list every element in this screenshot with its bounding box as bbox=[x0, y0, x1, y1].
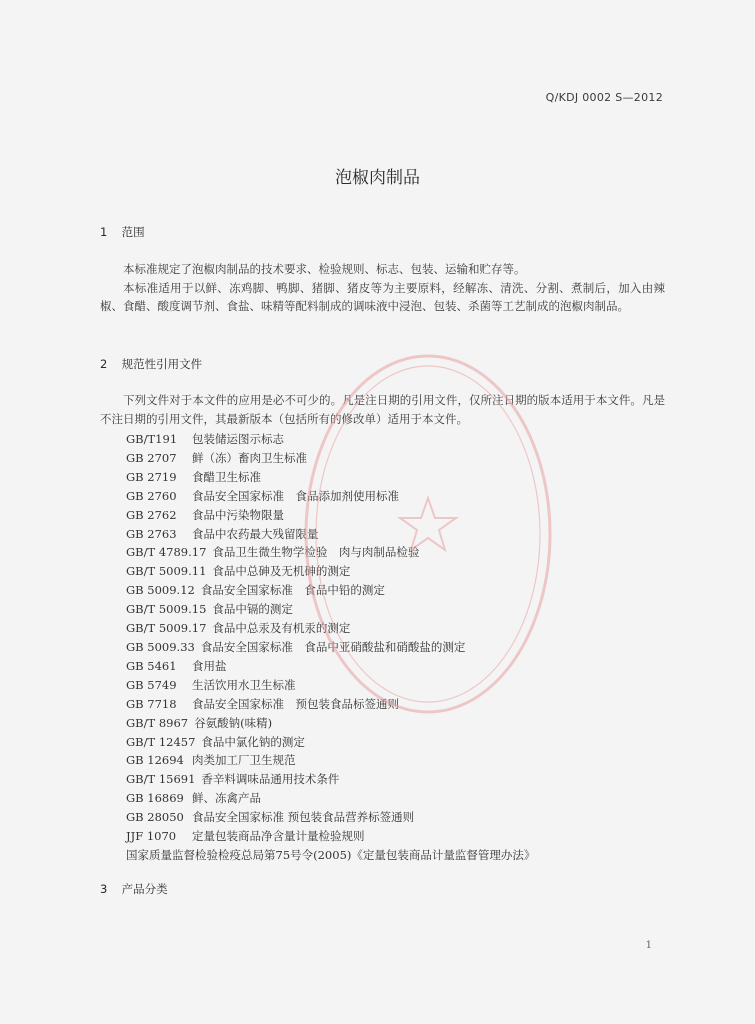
reference-item bbox=[126, 733, 535, 752]
reference-title: 食品中农药最大残留限量 bbox=[192, 526, 319, 541]
section-number: 2 bbox=[100, 357, 108, 371]
reference-item bbox=[126, 676, 535, 695]
reference-item bbox=[126, 827, 535, 846]
reference-title: 食醋卫生标准 bbox=[192, 469, 261, 484]
reference-item bbox=[126, 449, 535, 468]
reference-item bbox=[126, 525, 535, 544]
paragraph: 本标准规定了泡椒肉制品的技术要求、检验规则、标志、包装、运输和贮存等。 bbox=[123, 262, 526, 276]
reference-item bbox=[126, 600, 535, 619]
reference-item bbox=[126, 487, 535, 506]
reference-title: 国家质量监督检验检疫总局第75号令(2005)《定量包装商品计量监督管理办法》 bbox=[126, 847, 536, 862]
reference-item bbox=[126, 562, 535, 581]
section-number: 1 bbox=[100, 225, 108, 239]
reference-standard-code: GB/T 5009.15 bbox=[126, 602, 207, 617]
reference-title: 鲜（冻）畜肉卫生标准 bbox=[192, 450, 307, 465]
section-title: 范围 bbox=[121, 225, 145, 239]
reference-title: 食品中污染物限量 bbox=[192, 507, 284, 522]
reference-standard-code: GB 2762 bbox=[126, 507, 177, 522]
section-title: 规范性引用文件 bbox=[121, 357, 203, 371]
reference-title: 鲜、冻禽产品 bbox=[192, 791, 261, 806]
paragraph: 下列文件对于本文件的应用是必不可少的。凡是注日期的引用文件，仅所注日期的版本适用于本文件。凡是不注日期的引用文件，其最新版本（包括所有的修改单）适用于本文件。 bbox=[100, 393, 665, 426]
reference-item bbox=[126, 695, 535, 714]
reference-item bbox=[126, 714, 535, 733]
section-number: 3 bbox=[100, 882, 108, 896]
reference-standard-code: GB/T 5009.11 bbox=[126, 564, 207, 579]
reference-title: 包装储运图示标志 bbox=[192, 432, 284, 446]
reference-standard-code: GB/T 5009.17 bbox=[126, 621, 207, 636]
reference-standard-code: GB 2760 bbox=[126, 488, 177, 503]
standard-code: Q/KDJ 0002 S—2012 bbox=[545, 91, 663, 104]
reference-item bbox=[126, 789, 535, 808]
reference-standard-code: GB 7718 bbox=[126, 696, 177, 711]
reference-item bbox=[126, 619, 535, 638]
section-1-heading bbox=[100, 224, 145, 240]
reference-title: 食品安全国家标准 预包装食品标签通则 bbox=[192, 696, 399, 711]
reference-standard-code: GB 2719 bbox=[126, 469, 177, 484]
reference-item bbox=[126, 581, 535, 600]
reference-item bbox=[126, 770, 535, 789]
section-1-body bbox=[100, 260, 665, 316]
reference-standard-code: GB/T 15691 bbox=[126, 772, 196, 787]
reference-standard-code: GB/T 12457 bbox=[126, 734, 196, 749]
reference-standard-code: GB 5749 bbox=[126, 677, 177, 692]
reference-title: 生活饮用水卫生标准 bbox=[192, 677, 296, 692]
reference-title: 食品中总砷及无机砷的测定 bbox=[212, 564, 351, 579]
section-3-heading bbox=[100, 881, 168, 897]
reference-standard-code: GB 2707 bbox=[126, 450, 177, 465]
reference-item bbox=[126, 543, 535, 562]
reference-standard-code: GB/T 4789.17 bbox=[126, 545, 207, 560]
reference-standard-code: GB 12694 bbox=[126, 753, 184, 768]
reference-list bbox=[126, 430, 535, 865]
reference-item bbox=[126, 468, 535, 487]
page-number: 1 bbox=[645, 940, 652, 951]
reference-item bbox=[126, 808, 535, 827]
reference-title: 食用盐 bbox=[192, 658, 227, 673]
section-title: 产品分类 bbox=[121, 882, 168, 896]
paragraph: 本标准适用于以鲜、冻鸡脚、鸭脚、猪脚、猪皮等为主要原料，经解冻、清洗、分割、煮制后，加入由辣椒、食醋、酸度调节剂、食盐、味精等配料制成的调味液中浸泡、包装、杀菌等工艺制成的泡椒肉制品。 bbox=[100, 280, 665, 313]
reference-item bbox=[126, 638, 535, 657]
reference-item bbox=[126, 751, 535, 770]
reference-standard-code: GB 16869 bbox=[126, 791, 184, 806]
reference-item bbox=[126, 430, 535, 449]
reference-title: 食品安全国家标准 食品中铅的测定 bbox=[200, 583, 385, 598]
reference-title: 食品安全国家标准 食品中亚硝酸盐和硝酸盐的测定 bbox=[200, 639, 466, 654]
reference-title: 食品安全国家标准 食品添加剂使用标准 bbox=[192, 488, 399, 503]
reference-title: 食品卫生微生物学检验 肉与肉制品检验 bbox=[212, 545, 420, 560]
reference-standard-code: GB 2763 bbox=[126, 526, 177, 541]
reference-title: 肉类加工厂卫生规范 bbox=[192, 753, 296, 768]
reference-title: 食品中镉的测定 bbox=[212, 602, 293, 617]
reference-title: 谷氨酸钠(味精) bbox=[194, 715, 273, 730]
page-title: 泡椒肉制品 bbox=[335, 168, 420, 188]
reference-standard-code: JJF 1070 bbox=[126, 829, 177, 844]
section-2-heading bbox=[100, 356, 202, 372]
reference-title: 食品安全国家标准 预包装食品营养标签通则 bbox=[192, 810, 415, 825]
reference-standard-code: GB 5461 bbox=[126, 658, 177, 673]
reference-standard-code: GB 5009.12 bbox=[126, 583, 195, 598]
reference-title: 食品中总汞及有机汞的测定 bbox=[212, 621, 351, 636]
reference-standard-code: GB 5009.33 bbox=[126, 639, 195, 654]
reference-standard-code: GB 28050 bbox=[126, 810, 184, 825]
reference-standard-code: GB/T 8967 bbox=[126, 715, 189, 730]
reference-item bbox=[126, 846, 535, 865]
section-2-body bbox=[100, 391, 665, 428]
reference-standard-code: GB/T191 bbox=[126, 432, 178, 446]
reference-item bbox=[126, 506, 535, 525]
reference-item bbox=[126, 657, 535, 676]
reference-title: 食品中氯化钠的测定 bbox=[201, 734, 305, 749]
reference-title: 定量包装商品净含量计量检验规则 bbox=[192, 829, 365, 844]
reference-title: 香辛料调味品通用技术条件 bbox=[201, 772, 340, 787]
